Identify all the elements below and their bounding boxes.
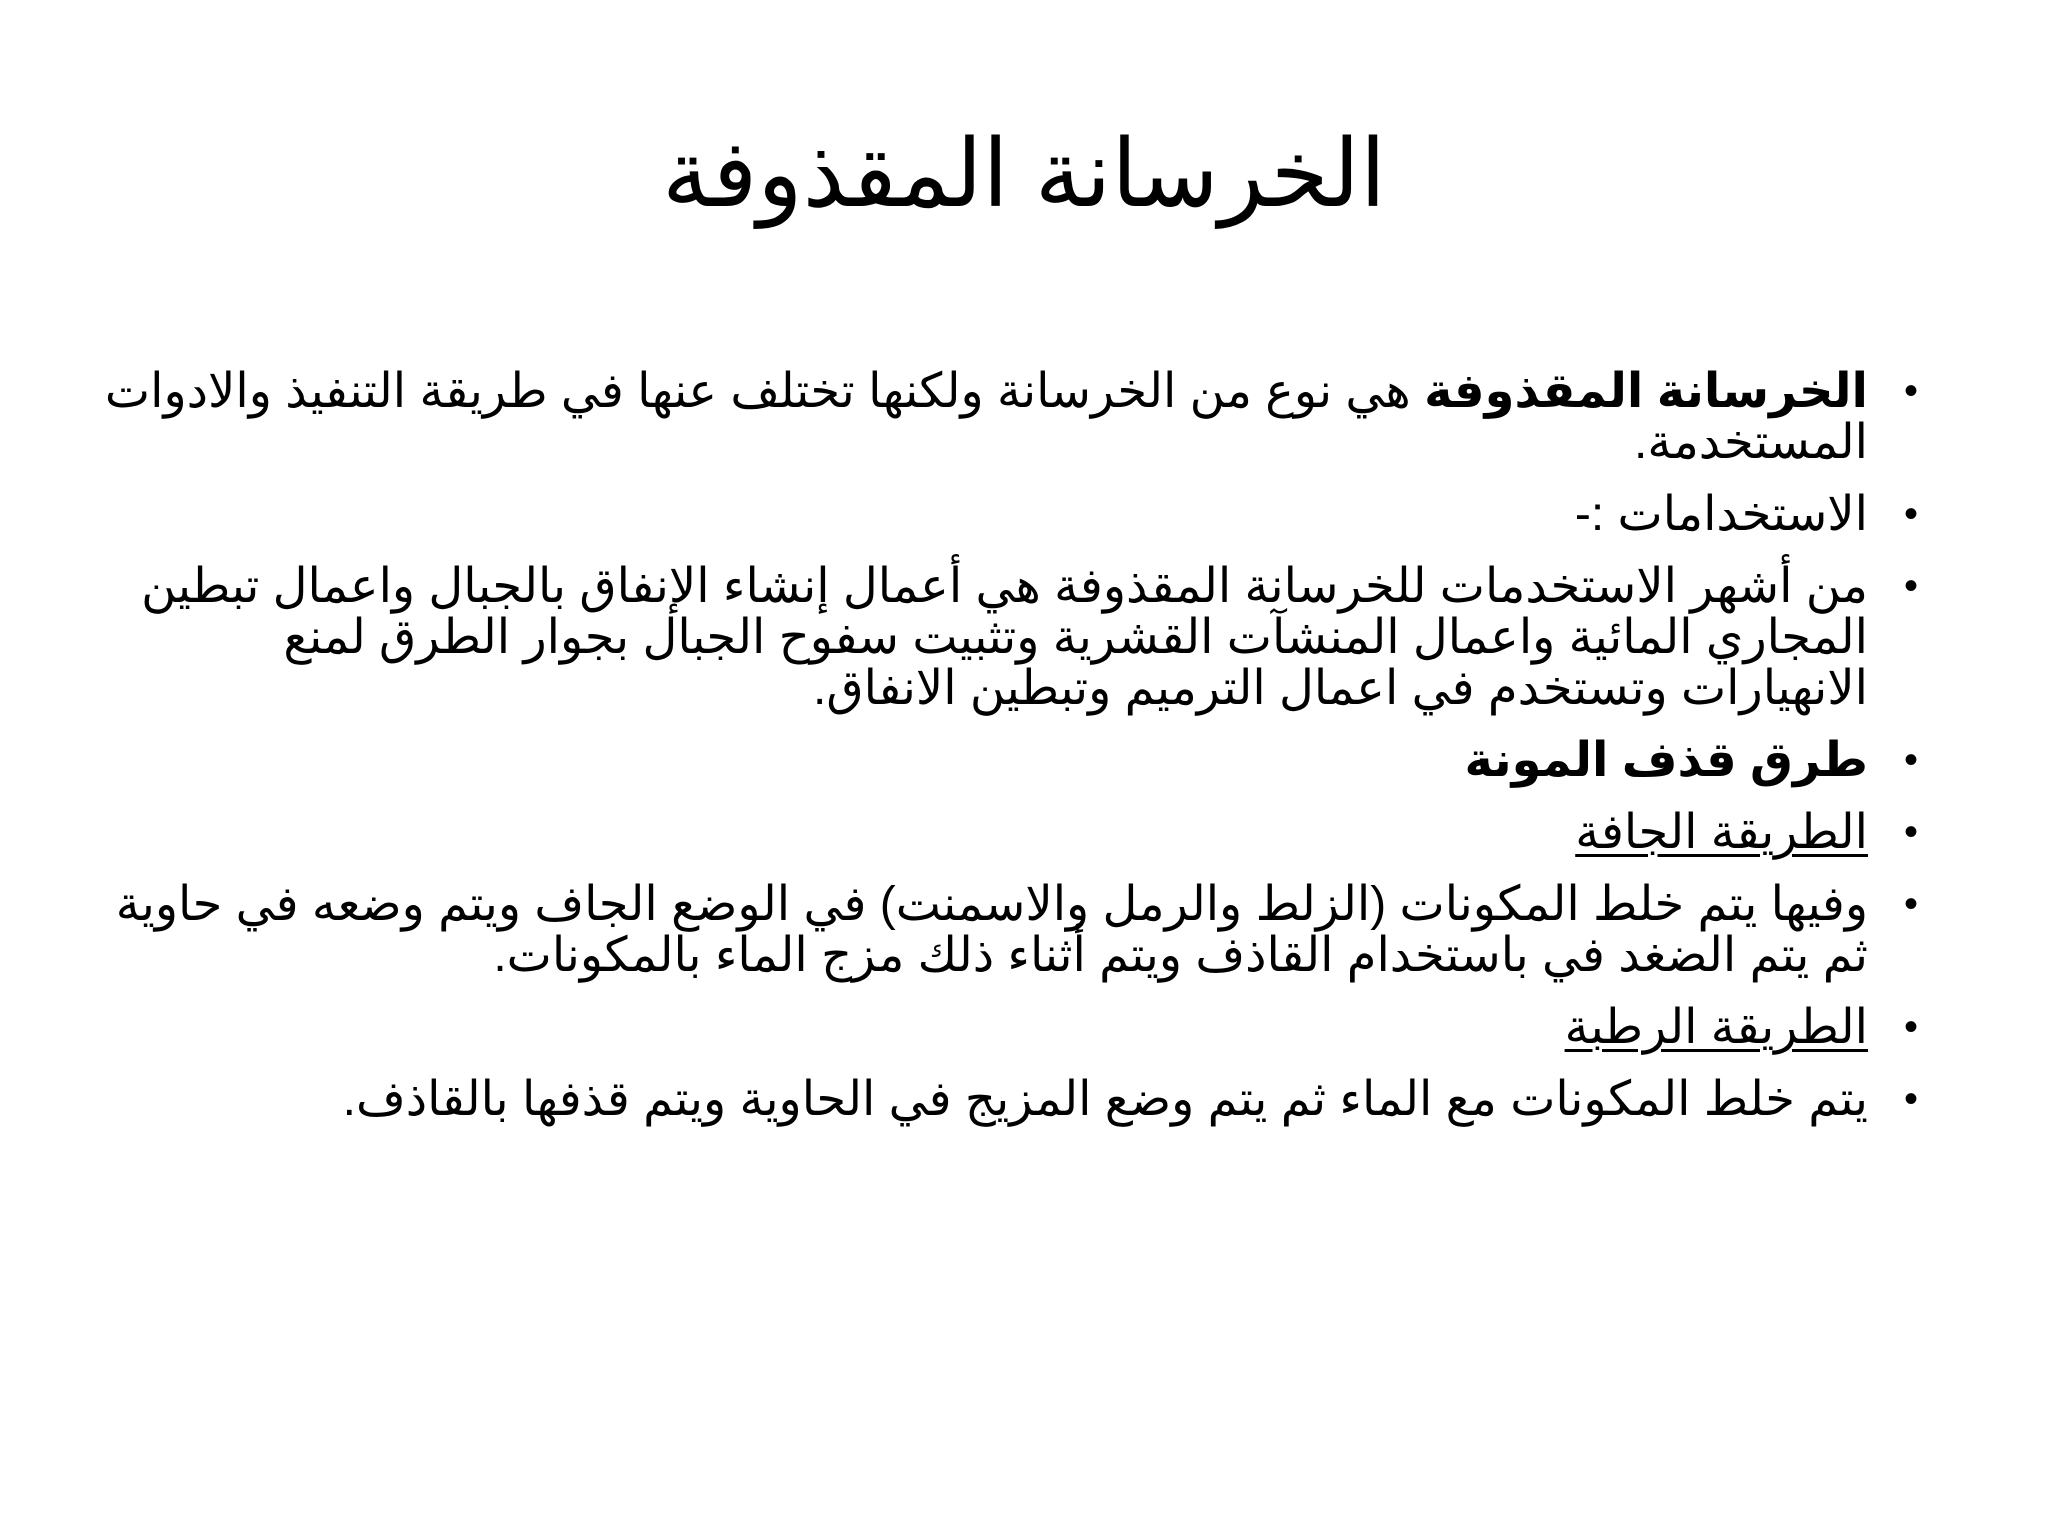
wet-method-description-text: يتم خلط المكونات مع الماء ثم يتم وضع المزيج في الحاوية ويتم قذفها بالقاذف. (342, 1073, 1868, 1126)
bullet-item-dry-method-heading (100, 807, 1930, 858)
methods-heading-text: طرق قذف المونة (1464, 734, 1868, 787)
bullet-item-uses-description (100, 561, 1930, 714)
bullet-dot-icon: • (1903, 738, 1918, 782)
bullet-item-wet-method-description (100, 1074, 1930, 1125)
bullet-item-methods-heading (100, 735, 1930, 786)
bullet-item-uses-heading (100, 489, 1930, 540)
dry-method-heading-text: الطريقة الجافة (1575, 806, 1868, 859)
bullet-dot-icon: • (1903, 564, 1918, 608)
bullet-item-wet-method-heading (100, 1002, 1930, 1053)
uses-heading-text: الاستخدامات :- (1574, 488, 1868, 541)
definition-text: هي نوع من الخرسانة ولكنها تختلف عنها في طريقة التنفيذ والادوات المستخدمة. (104, 365, 1868, 469)
bullet-dot-icon: • (1903, 1077, 1918, 1121)
bullet-dot-icon: • (1903, 492, 1918, 536)
bullet-list (100, 366, 1930, 1125)
dry-method-description-text: وفيها يتم خلط المكونات (الزلط والرمل والاسمنت) في الوضع الجاف ويتم وضعه في حاوية ثم يتم الضغد في باستخدام القاذف ويتم أثناء ذلك مزج الماء بالمكونات. (115, 878, 1868, 982)
definition-bold-term: الخرسانة المقذوفة (1424, 365, 1868, 418)
bullet-dot-icon: • (1903, 369, 1918, 413)
bullet-item-definition (100, 366, 1930, 468)
wet-method-heading-text: الطريقة الرطبة (1564, 1001, 1868, 1054)
uses-description-text: من أشهر الاستخدمات للخرسانة المقذوفة هي أعمال إنشاء الإنفاق بالجبال واعمال تبطين المجاري المائية واعمال المنشآت القشرية وتثبيت سفوح الجبال بجوار الطرق لمنع الانهيارات وتستخدم في اعمال الترميم وتبطين الانفاق. (141, 560, 1868, 715)
slide-content (100, 366, 1930, 1146)
bullet-item-dry-method-description (100, 879, 1930, 981)
bullet-dot-icon: • (1903, 1005, 1918, 1049)
bullet-dot-icon: • (1903, 810, 1918, 854)
bullet-dot-icon: • (1903, 882, 1918, 926)
slide-title: الخرسانة المقذوفة (661, 121, 1387, 226)
